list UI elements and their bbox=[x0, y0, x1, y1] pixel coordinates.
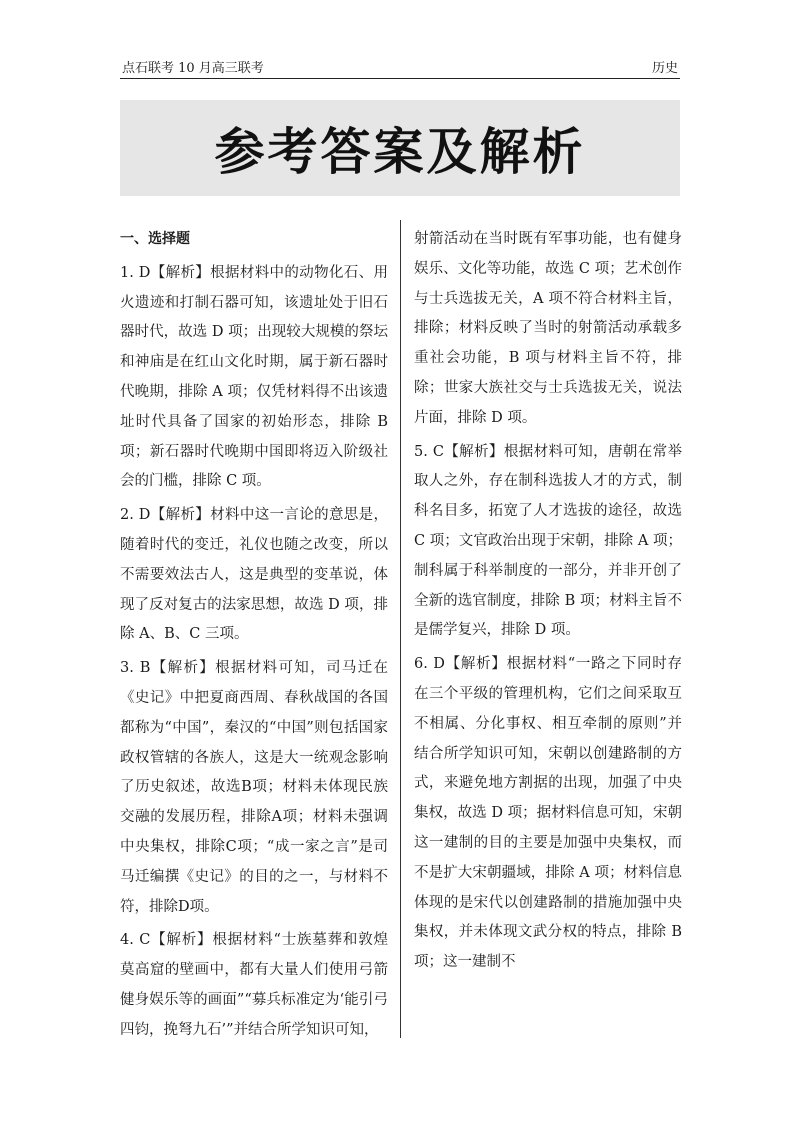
answer-paragraph: 3. B【解析】根据材料可知，司马迁在《史记》中把夏商西周、春秋战国的各国都称为“中国”，秦汉的“中国”则包括国家政权管辖的各族人，这是大一统观念影响了历史叙述，故选B项；材料未体现民族交融的发展历程，排除A项；材料未强调中央集权，排除C项；“成一家之言”是司马迁编撰《史记》的目的之一，与材料不符，排除D项。 bbox=[120, 660, 388, 915]
title-banner bbox=[120, 100, 680, 196]
column-divider bbox=[400, 220, 401, 1038]
left-column bbox=[120, 225, 388, 1050]
header-rule bbox=[120, 78, 680, 79]
answer-paragraph: 4. C【解析】根据材料“士族墓葬和敦煌莫高窟的壁画中，都有大量人们使用弓箭健身娱乐等的画面”“募兵标准定为‘能引弓四钧，挽弩九石’”并结合所学知识可知， bbox=[120, 932, 388, 1038]
section-heading: 一、选择题 bbox=[120, 231, 190, 247]
page-header bbox=[120, 55, 680, 75]
answer-paragraph: 5. C【解析】根据材料可知，唐朝在常举取人之外，存在制科选拔人才的方式，制科名目多，拓宽了人才选拔的途径，故选 C 项；文官政治出现于宋朝，排除 A 项；制科属于科举制度的一部分，并非开创了全新的选官制度，排除 B 项；材料主旨不是儒学复兴，排除 D 项。 bbox=[414, 443, 682, 639]
answer-paragraph: 6. D【解析】根据材料“一路之下同时存在三个平级的管理机构，它们之间采取互不相属、分化事权、相互牵制的原则”并结合所学知识可知，宋朝以创建路制的方式，来避免地方割据的出现，加强了中央集权，故选 D 项；据材料信息可知，宋朝这一建制的目的主要是加强中央集权，而不是扩大宋朝疆域，排除 A 项；材料信息体现的是宋代以创建路制的措施加强中央集权，并未体现文武分权的特点，排除 B 项；这一建制不 bbox=[414, 656, 682, 971]
right-column bbox=[414, 225, 682, 982]
subject-label: 历史 bbox=[651, 61, 678, 76]
page-title: 参考答案及解析 bbox=[214, 123, 586, 181]
exam-name: 点石联考 10 月高三联考 bbox=[122, 61, 264, 76]
answer-paragraph: 射箭活动在当时既有军事功能，也有健身娱乐、文化等功能，故选 C 项；艺术创作与士兵选拔无关，A 项不符合材料主旨，排除；材料反映了当时的射箭活动承载多重社会功能，B 项与材料主旨不符，排除；世家大族社交与士兵选拔无关，说法片面，排除 D 项。 bbox=[414, 231, 682, 426]
answer-paragraph: 1. D【解析】根据材料中的动物化石、用火遗迹和打制石器可知，该遗址处于旧石器时代，故选 D 项；出现较大规模的祭坛和神庙是在红山文化时期，属于新石器时代晚期，排除 A 项；仅凭材料得不出该遗址时代具备了国家的初始形态，排除 B 项；新石器时代晚期中国即将迈入阶级社会的门槛，排除 C 项。 bbox=[120, 264, 388, 490]
answer-paragraph: 2. D【解析】材料中这一言论的意思是，随着时代的变迁，礼仪也随之改变，所以不需要效法古人，这是典型的变革说，体现了反对复古的法家思想，故选 D 项，排除 A、B、C 三项。 bbox=[120, 507, 388, 643]
